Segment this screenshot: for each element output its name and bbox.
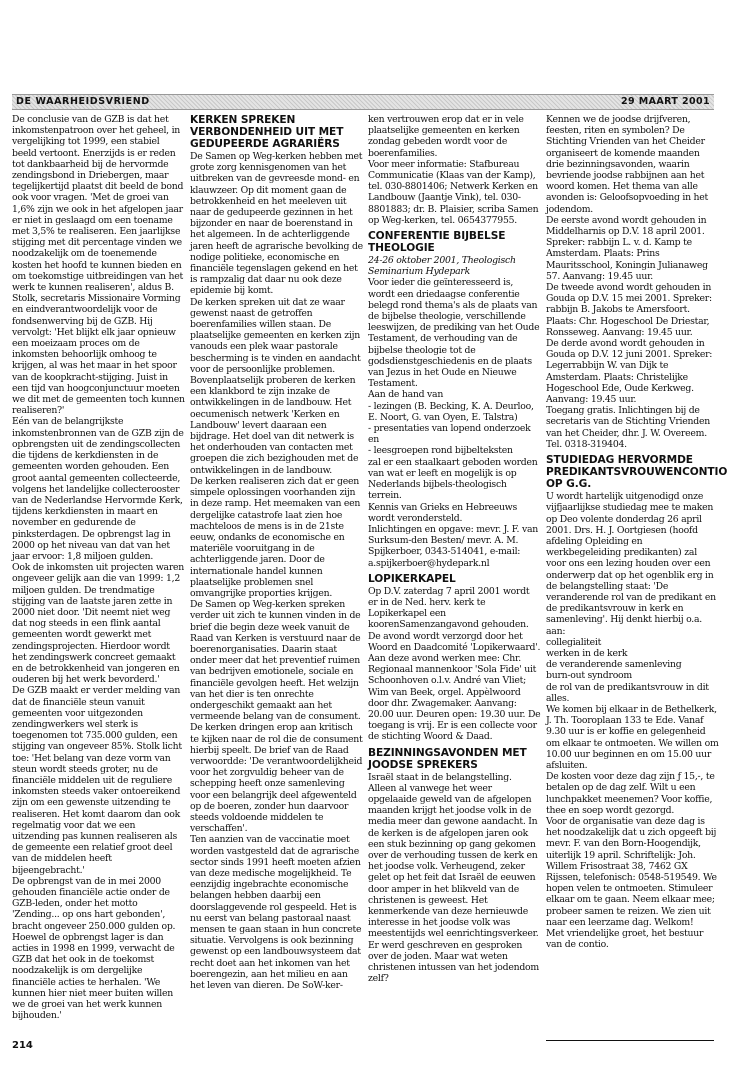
paragraph: Ten aanzien van de vaccinatie moet worden vastgesteld dat de agrarische sector sinds 1991 heeft moeten afzien van deze medische mogelijkheid. Te eenzijdig ingebrachte economische belangen hebben daarbij een doorslaggevende rol gespeeld. Het is nu eerst van belang pastoraal naast mensen te gaan staan in hun concrete situatie. Vervolgens is ook bezinning gewenst op een landbouwsysteem dat recht doet aan het inkomen van het boerengezin, aan het milieu en aan het leven van dieren. De SoW-ker- — [190, 834, 362, 992]
paragraph: zal er een staalkaart geboden worden van wat er leeft en mogelijk is op Nederlands bijbels-theologisch terrein. — [368, 456, 538, 502]
article-heading-bezinning: BEZINNINGSAVONDEN MET JOODSE SPREKERS — [368, 746, 527, 771]
column-4 — [546, 114, 728, 994]
end-rule — [546, 1040, 714, 1041]
column-3 — [368, 114, 541, 994]
contact-info: Voor meer informatie: Stafbureau Communicatie (Klaas van der Kamp), tel. 030-8801406; Netwerk Kerken en Landbouw (Jaantje Vink), tel. 030-8801883; dr. B. Plaisier, scriba Samen op Weg-kerken, tel. 0654377955. — [368, 158, 539, 226]
paragraph: De kosten voor deze dag zijn ƒ 15,-, te betalen op de dag zelf. Wilt u een lunchpakket meenemen? Voor koffie, thee en soep wordt gezorgd. — [546, 771, 715, 816]
article-heading-conferentie: CONFERENTIE BIJBELSE THEOLOGIE — [368, 230, 506, 255]
article-heading-lopikerkapel: LOPIKERKAPEL — [368, 572, 456, 585]
list-item: de rol van de predikantsvrouw in dit alles. — [546, 681, 709, 704]
article-heading-studiedag: STUDIEDAG HERVORMDE PREDIKANTSVROUWENCONTIO OP G.G. — [546, 454, 728, 491]
paragraph: Kennen we de joodse drijfveren, feesten, riten en symbolen? De Stichting Vrienden van het Cheider organiseert de komende maanden drie bezinningsavonden, waarin bevriende joodse rabbijnen aan het woord komen. Het thema van alle avonden is: Geloofsopvoeding in het jodendom. — [546, 114, 709, 215]
paragraph: De eerste avond wordt gehouden in Middelharnis op D.V. 18 april 2001. Spreker: rabbijn L. v. d. Kamp te Amsterdam. Plaats: Prins Mauritsschool, Koningin Julianaweg 57. Aanvang: 19.45 uur. — [546, 214, 708, 282]
magazine-name: DE WAARHEIDSVRIEND — [16, 96, 150, 107]
paragraph: We komen bij elkaar in de Bethelkerk, J. Th. Tooroplaan 133 te Ede. Vanaf 9.30 uur is er koffie en gelegenheid om elkaar te ontmoeten. We willen om 10.00 uur beginnen en om 15.00 uur afsluiten. — [546, 703, 719, 771]
paragraph: De Samen op Weg-kerken hebben met grote zorg kennisgenomen van het uitbreken van de gevreesde mond- en klauwzeer. Op dit moment gaan de betrokkenheid en het meeleven uit naar de gedupeerde gezinnen in het bijzonder en naar de boerenstand in het algemeen. In de achterliggende jaren heeft de agrarische bevolking de nodige politieke, economische en financiële tegenslagen gekend en het is rampzalig dat daar nu ook deze epidemie bij komt. — [190, 151, 363, 297]
paragraph: Aan de hand van — [368, 389, 444, 401]
paragraph: Israël staat in de belangstelling. Alleen al vanwege het weer opgelaaide geweld van de afgelopen maanden krijgt het joodse volk in de media meer dan gewone aandacht. In de kerken is de afgelopen jaren ook een stuk bezinning op gang gekomen over de verhouding tussen de kerk en het joodse volk. Verheugend, zeker gelet op het feit dat Israël de eeuwen door amper in het blikveld van de christenen is geweest. Het kenmerkende van deze hernieuwde interesse in het joodse volk was meestentijds wel eenrichtingsverkeer. Er werd geschreven en gesproken over de joden. Maar wat weten christenen intussen van het jodendom zelf? — [368, 771, 539, 985]
paragraph: Ook de inkomsten uit projecten waren ongeveer gelijk aan die van 1999: 1,2 miljoen gulden. De trendmatige stijging van de laatste jaren zette in 2000 niet door. 'Dit neemt niet weg dat nog steeds in een flink aantal gemeenten wordt gewerkt met zendingsprojecten. Hierdoor wordt het zendingswerk concreet gemaakt en de betrokkenheid van jongeren en ouderen bij het werk bevorderd.' — [12, 562, 185, 686]
paragraph: Toegang gratis. Inlichtingen bij de secretaris van de Stichting Vrienden van het Cheider, dhr. J. W. Overeem. Tel. 0318-319404. — [546, 405, 710, 450]
paragraph: De GZB maakt er verder melding van dat de financiële steun vanuit gemeenten voor uitgezonden zendingwerkers wel sterk is toegenomen tot 735.000 gulden, een stijging van ongeveer 85%. Stolk licht toe: 'Het belang van deze vorm van steun wordt steeds groter, nu de financiële middelen uit de reguliere inkomsten steeds vaker ontoereikend zijn om een gewenste uitzending te realiseren. Het komt daarom dan ook regelmatig voor dat we een uitzending pas kunnen realiseren als de gemeente een relatief groot deel van de middelen heeft bijeengebracht.' — [12, 685, 182, 876]
paragraph: De opbrengst van de in mei 2000 gehouden financiële actie onder de GZB-leden, onder het motto 'Zending... op ons hart gebonden', bracht ongeveer 250.000 gulden op. Hoewel de opbrengst lager is dan acties in 1998 en 1999, verwacht de GZB dat het ook in de toekomst noodzakelijk is om dergelijke financiële acties te herhalen. 'We kunnen hier niet meer buiten willen we de groei van het werk kunnen bijhouden.' — [12, 875, 176, 1022]
paragraph: Voor ieder die geïnteresseerd is, wordt een driedaagse conferentie belegd rond thema's als de plaats van de bijbelse theologie, verschillende leeswijzen, de prediking van het Oude Testament, de verhouding van de bijbelse theologie tot de godsdienstgeschiedenis en de plaats van Jezus in het Oude en Nieuwe Testament. — [368, 277, 540, 390]
signature: Met vriendelijke groet, het bestuur van de contio. — [546, 928, 704, 951]
paragraph: Eén van de belangrijkste inkomstenbronnen van de GZB zijn de opbrengsten uit de zendingscollecten die tijdens de kerkdiensten in de gemeenten worden gehouden. Een groot aantal gemeenten collecteerde, volgens het landelijke collecterooster van de Nederlandse Hervormde Kerk, tijdens kerkdiensten in maart en november en gedurende de pinksterdagen. De opbrengst lag in 2000 op het niveau van dat van het jaar ervoor: 1,8 miljoen gulden. — [12, 416, 184, 562]
paragraph: De conclusie van de GZB is dat het inkomstenpatroon over het geheel, in vergelijking tot 1999, een stabiel beeld vertoont. Enerzijds is er reden tot dankbaarheid bij de hervormde zendingsbond in Driebergen, maar tegelijkertijd plaatst dit beeld de bond ook voor vragen. 'Met de groei van 1,6% zijn we ook in het afgelopen jaar er niet in geslaagd om een toename met 3,5% te realiseren. Een jaarlijkse stijging met dit percentage vinden we noodzakelijk om de toenemende kosten het hoofd te kunnen bieden en om toekomstige uitbreidingen van het werk te kunnen realiseren', aldus B. Stolk, secretaris Missionaire Vorming en eindverantwoordelijk voor de fondsenwerving bij de GZB. Hij vervolgt: 'Het blijkt elk jaar opnieuw een moeizaam proces om de inkomsten behoorlijk omhoog te krijgen, al was het maar in het spoor van de koopkracht-stijging. Juist in een tijd van hoogconjunctuur moeten we dit met de gemeenten toch kunnen realiseren?' — [12, 114, 185, 417]
paragraph: De Samen op Weg-kerken spreken verder uit zich te kunnen vinden in de brief die begin deze week vanuit de Raad van Kerken is verstuurd naar de boerenorganisaties. Daarin staat onder meer dat het preventief ruimen van bedrijven emotionele, sociale en financiële gevolgen heeft. Het welzijn van het dier is ten onrechte ondergeschikt gemaakt aan het vermeende belang van de consument. De kerken dringen erop aan kritisch te kijken naar de rol die de consument hierbij speelt. De brief van de Raad verwoordde: 'De verantwoordelijkheid voor het zorgvuldig beheer van de schepping heeft onze samenleving voor een belangrijk deel afgewenteld op de boeren, zonder hun daarvoor steeds voldoende middelen te verschaffen'. — [190, 599, 363, 835]
list-item: - lezingen (B. Becking, K. A. Deurloo, E. Noort, G. van Oyen, E. Talstra) — [368, 400, 534, 423]
running-header — [12, 94, 714, 110]
list-item: - presentaties van lopend onderzoek en — [368, 423, 531, 446]
list-item: - leesgroepen rond bijbelteksten — [368, 445, 513, 457]
list-item: werken in de kerk — [546, 647, 628, 659]
list-item: collegialiteit — [546, 636, 602, 648]
paragraph: De tweede avond wordt gehouden in Gouda op D.V. 15 mei 2001. Spreker: rabbijn B. Jakobs te Amersfoort. Plaats: Chr. Hogeschool De Driestar, Ronsseweg. Aanvang: 19.45 uur. — [546, 282, 712, 338]
paragraph: De kerken spreken uit dat ze waar gewenst naast de getroffen boerenfamilies willen staan. De plaatselijke gemeenten en kerken zijn vanouds een plek waar pastorale bescherming is te vinden en aandacht voor de persoonlijke problemen. Bovenplaatselijk proberen de kerken een klankbord te zijn inzake de ontwikkelingen in de landbouw. Het oecumenisch netwerk 'Kerken en Landbouw' levert daaraan een bijdrage. Het doel van dit netwerk is het onderhouden van contacten met groepen die zich bezighouden met de ontwikkelingen in de landbouw. — [190, 296, 361, 476]
column-1 — [12, 114, 185, 1022]
page-number: 214 — [12, 1040, 33, 1051]
contact-info: Inlichtingen en opgave: mevr. J. F. van Surksum-den Besten/ mevr. A. M. Spijkerboer, 0343-514041, e-mail: a.spijkerboer@hydepark.nl — [368, 523, 538, 569]
issue-date: 29 MAART 2001 — [620, 96, 710, 107]
list-item: burn-out syndroom — [546, 670, 632, 682]
paragraph: Op D.V. zaterdag 7 april 2001 wordt er in de Ned. herv. kerk te Lopikerkapel een koorenSamenzangavond gehouden. De avond wordt verzorgd door het Woord en Daadcomité 'Lopikerwaard'. Aan deze avond werken mee: Chr. Regionaal mannenkoor 'Sola Fide' uit Schoonhoven o.l.v. André van Vliet; Wim van Beek, orgel. Appèlwoord door dhr. Zwagemaker. Aanvang: 20.00 uur. Deuren open: 19.30 uur. De toegang is vrij. Er is een collecte voor de stichting Woord & Daad. — [368, 585, 541, 743]
paragraph: De kerken realiseren zich dat er geen simpele oplossingen voorhanden zijn in deze ramp. Het meemaken van een dergelijke catastrofe laat zien hoe machteloos de mens is in de 21ste eeuw, ondanks de economische en materiële vooruitgang in de achterliggende jaren. Door de internationale handel kunnen plaatselijke problemen snel omvangrijke proporties krijgen. — [190, 475, 361, 599]
article-heading-kerken: KERKEN SPREKEN VERBONDENHEID UIT MET GEDUPEERDE AGRARIËRS — [190, 114, 344, 150]
paragraph: ken vertrouwen erop dat er in vele plaatselijke gemeenten en kerken zondag gebeden wordt voor de boerenfamilies. — [368, 114, 524, 159]
list-item: de veranderende samenleving — [546, 659, 682, 671]
paragraph: Kennis van Grieks en Hebreeuws wordt verondersteld. — [368, 501, 517, 524]
paragraph: De derde avond wordt gehouden in Gouda op D.V. 12 juni 2001. Spreker: Legerrabbijn W. van Dijk te Amsterdam. Plaats: Christelijke Hogeschool Ede, Oude Kerkweg. Aanvang: 19.45 uur. — [546, 338, 713, 406]
dateline: 24-26 oktober 2001, Theologisch Seminarium Hydepark — [368, 255, 516, 278]
paragraph: U wordt hartelijk uitgenodigd onze vijfjaarlijkse studiedag mee te maken op Deo volente donderdag 26 april 2001. Drs. H. J. Oortgiesen (hoofd afdeling Opleiding en werkbegeleiding predikanten) zal voor ons een lezing houden over een onderwerp dat op het ogenblik erg in de belangstelling staat: 'De veranderende rol van de predikant en de predikantsvrouw in kerk en samenleving'. Hij denkt hierbij o.a. aan: — [546, 491, 716, 637]
paragraph: Voor de organisatie van deze dag is het noodzakelijk dat u zich opgeeft bij mevr. F. van den Born-Hoogendijk, uiterlijk 19 april. Schriftelijk: Joh. Willem Frisostraat 38, 7462 GX Rijssen, telefonisch: 0548-519549. We hopen velen te ontmoeten. Stimuleer elkaar om te gaan. Neem elkaar mee; probeer samen te reizen. We zien uit naar een leerzame dag. Welkom! — [546, 815, 717, 928]
column-2 — [190, 114, 363, 994]
